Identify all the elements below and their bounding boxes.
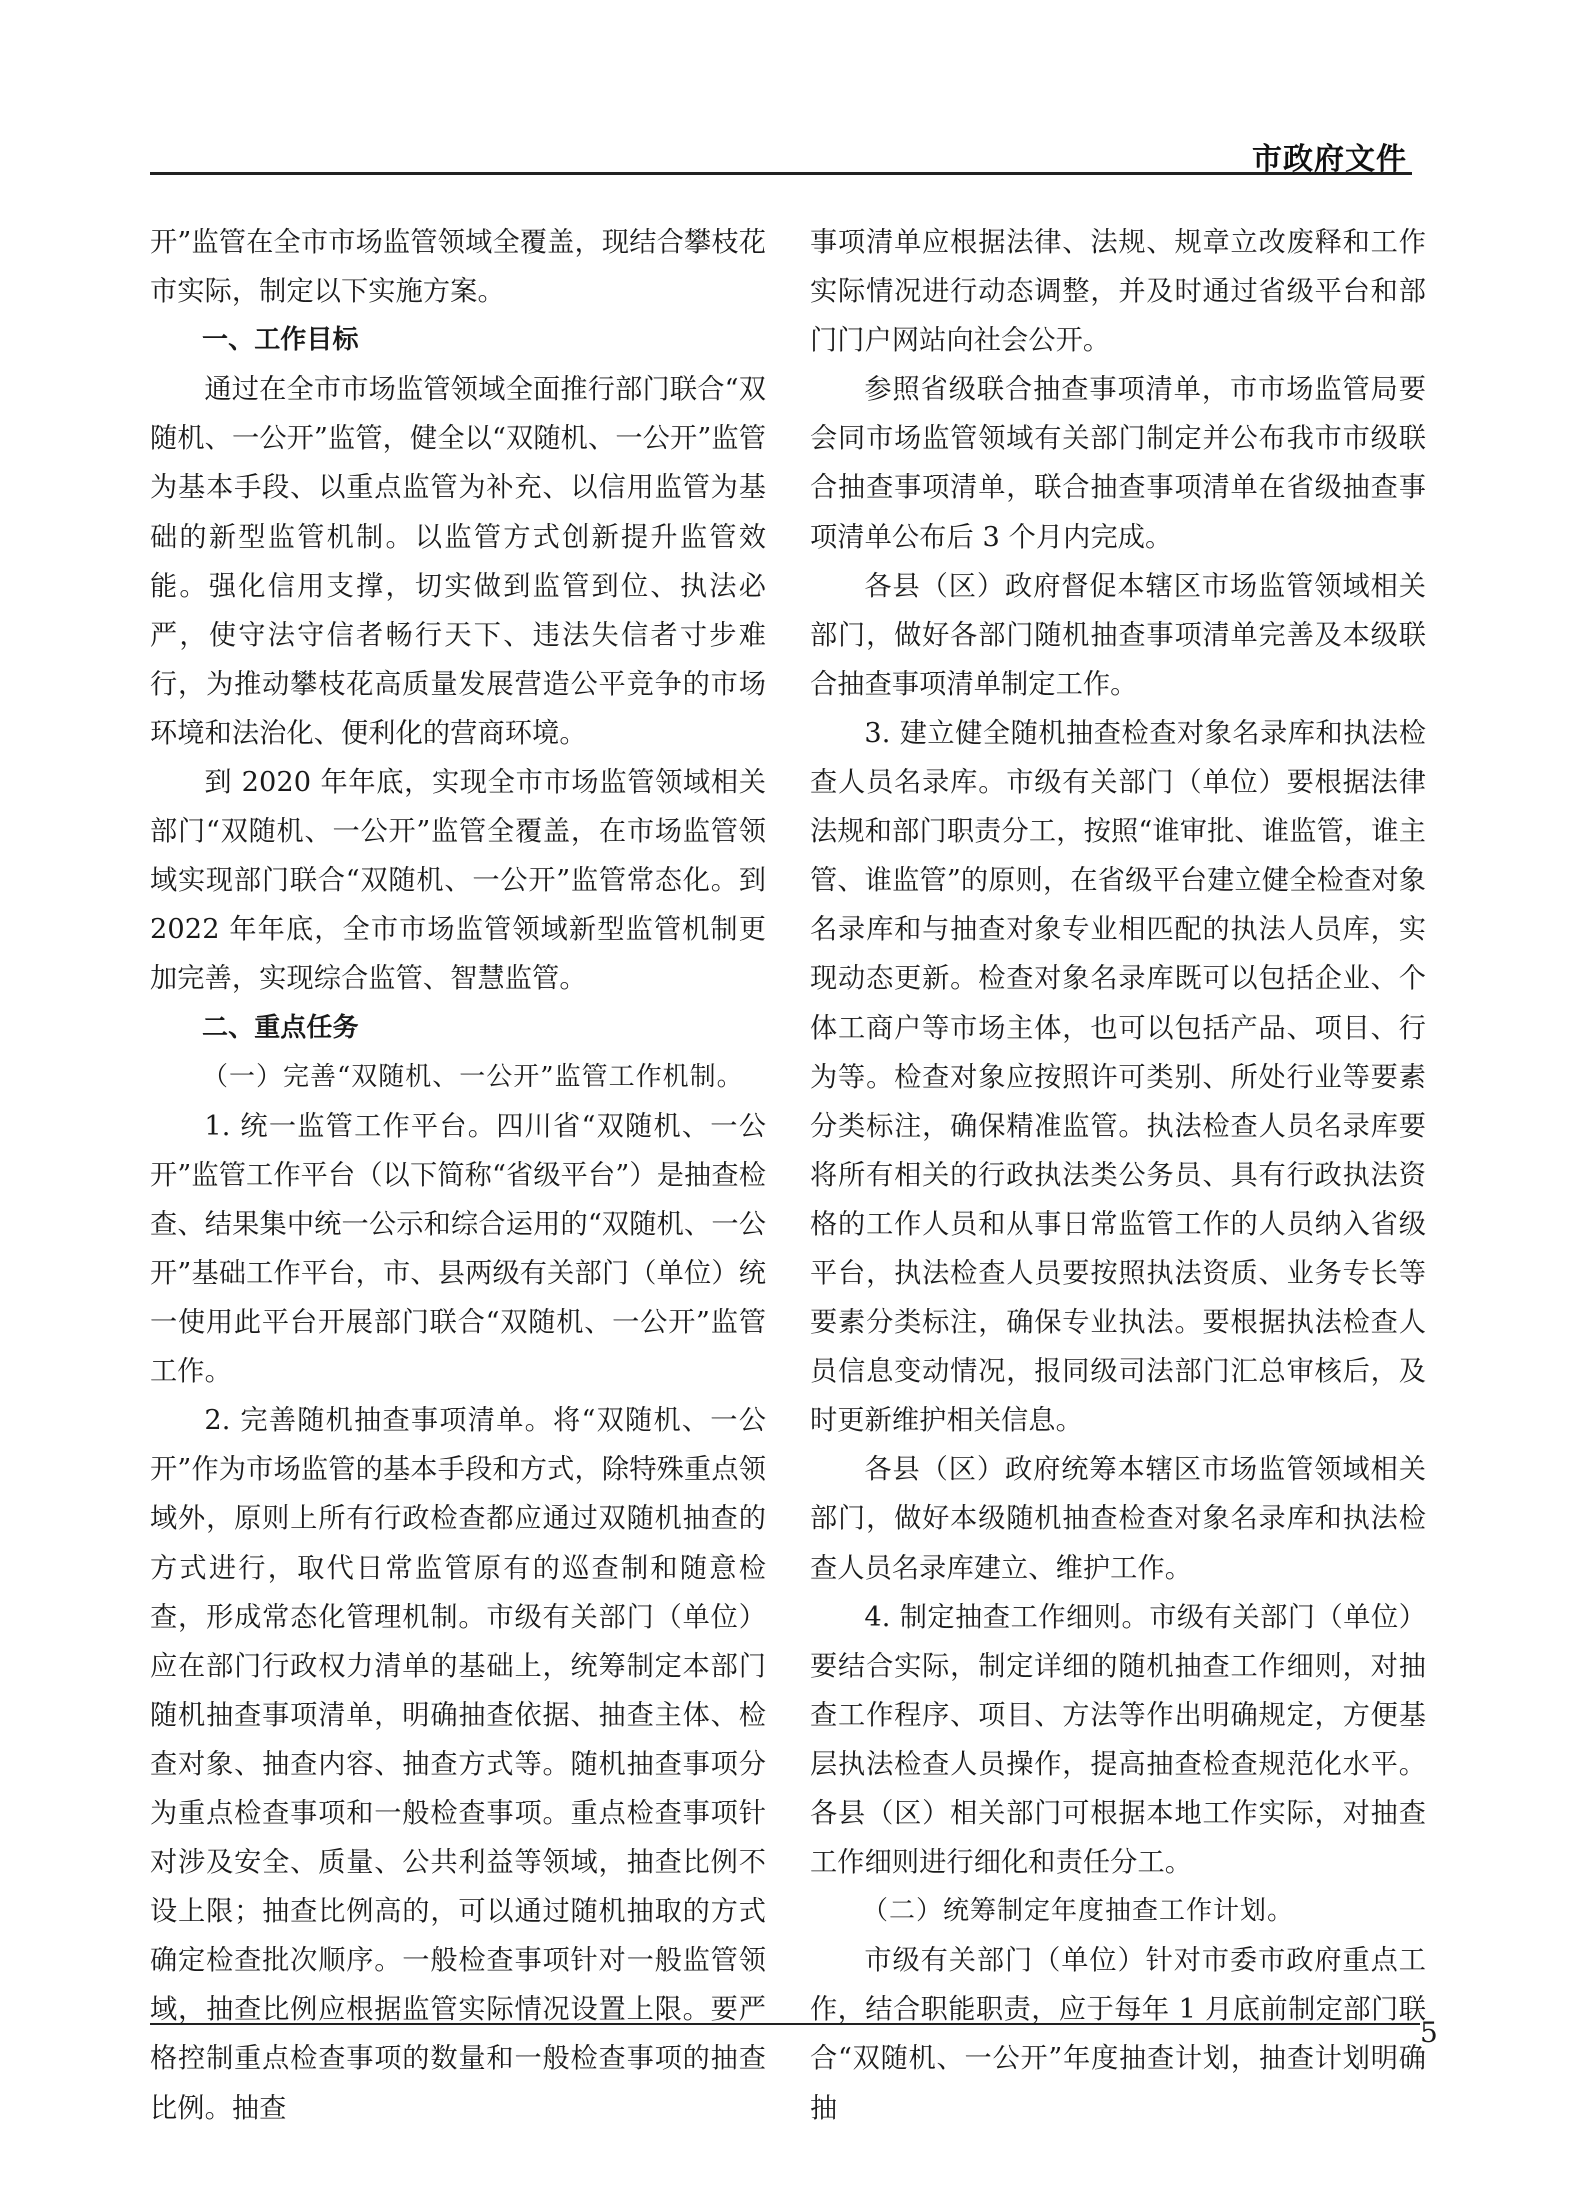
footer-rule	[150, 2023, 1420, 2025]
running-header-title: 市政府文件	[1252, 142, 1407, 177]
paragraph-item-4: 4. 制定抽查工作细则。市级有关部门（单位）要结合实际，制定详细的随机抽查工作细则，对抽查工作程序、项目、方法等作出明确规定，方便基层执法检查人员操作，提高抽查检查规范化水平。各县（区）相关部门可根据本地工作实际，对抽查工作细则进行细化和责任分工。	[810, 1601, 1426, 1879]
section-heading-goals: 一、工作目标	[202, 325, 359, 356]
page-number: 5	[1420, 2016, 1438, 2049]
paragraph-item-3: 3. 建立健全随机抽查检查对象名录库和执法检查人员名录库。市级有关部门（单位）要根据法律法规和部门职责分工，按照“谁审批、谁监管，谁主管、谁监管”的原则，在省级平台建立健全检查对象名录库和与抽查对象专业相匹配的执法人员库，实现动态更新。检查对象名录库既可以包括企业、个体工商户等市场主体，也可以包括产品、项目、行为等。检查对象应按照许可类别、所处行业等要素分类标注，确保精准监管。执法检查人员名录库要将所有相关的行政执法类公务员、具有行政执法资格的工作人员和从事日常监管工作的人员纳入省级平台，执法检查人员要按照执法资质、业务专长等要素分类标注，确保专业执法。要根据执法检查人员信息变动情况，报同级司法部门汇总审核后，及时更新维护相关信息。	[810, 717, 1426, 1437]
paragraph-county-database: 各县（区）政府统筹本辖区市场监管领域相关部门，做好本级随机抽查检查对象名录库和执法检查人员名录库建立、维护工作。	[810, 1454, 1426, 1584]
paragraph-continuation: 开”监管在全市市场监管领域全覆盖，现结合攀枝花市实际，制定以下实施方案。	[150, 227, 766, 308]
left-column	[150, 218, 766, 2133]
paragraph-item-1: 1. 统一监管工作平台。四川省“双随机、一公开”监管工作平台（以下简称“省级平台”）是抽查检查、结果集中统一公示和综合运用的“双随机、一公开”基础工作平台，市、县两级有关部门（单位）统一使用此平台开展部门联合“双随机、一公开”监管工作。	[150, 1110, 766, 1388]
paragraph-item-2: 2. 完善随机抽查事项清单。将“双随机、一公开”作为市场监管的基本手段和方式，除特殊重点领域外，原则上所有行政检查都应通过双随机抽查的方式进行，取代日常监管原有的巡查制和随意检查，形成常态化管理机制。市级有关部门（单位）应在部门行政权力清单的基础上，统筹制定本部门随机抽查事项清单，明确抽查依据、抽查主体、检查对象、抽查内容、抽查方式等。随机抽查事项分为重点检查事项和一般检查事项。重点检查事项针对涉及安全、质量、公共利益等领域，抽查比例不设上限；抽查比例高的，可以通过随机抽取的方式确定检查批次顺序。一般检查事项针对一般监管领域，抽查比例应根据监管实际情况设置上限。要严格控制重点检查事项的数量和一般检查事项的抽查比例。抽查	[150, 1405, 766, 2124]
paragraph-annual-plan: 市级有关部门（单位）针对市委市政府重点工作，结合职能职责，应于每年 1 月底前制定部门联合“双随机、一公开”年度抽查计划，抽查计划明确抽	[810, 1945, 1426, 2124]
section-heading-tasks: 二、重点任务	[202, 1012, 359, 1043]
header-rule	[150, 172, 1412, 175]
paragraph-joint-checklist: 参照省级联合抽查事项清单，市市场监管局要会同市场监管领域有关部门制定并公布我市市级联合抽查事项清单，联合抽查事项清单在省级抽查事项清单公布后 3 个月内完成。	[810, 374, 1426, 553]
paragraph-timeline: 到 2020 年年底，实现全市市场监管领域相关部门“双随机、一公开”监管全覆盖，在市场监管领域实现部门联合“双随机、一公开”监管常态化。到 2022 年年底，全市市场监管领域新型监管机制更加完善，实现综合监管、智慧监管。	[150, 767, 766, 995]
right-column	[810, 218, 1426, 2133]
subsection-heading-mechanism: （一）完善“双随机、一公开”监管工作机制。	[202, 1061, 744, 1092]
subsection-heading-annual-plan: （二）统筹制定年度抽查工作计划。	[862, 1896, 1295, 1927]
paragraph-goals: 通过在全市市场监管领域全面推行部门联合“双随机、一公开”监管，健全以“双随机、一公开”监管为基本手段、以重点监管为补充、以信用监管为基础的新型监管机制。以监管方式创新提升监管效能。强化信用支撑，切实做到监管到位、执法必严，使守法守信者畅行天下、违法失信者寸步难行，为推动攀枝花高质量发展营造公平竞争的市场环境和法治化、便利化的营商环境。	[150, 374, 766, 749]
paragraph-county-supervision: 各县（区）政府督促本辖区市场监管领域相关部门，做好各部门随机抽查事项清单完善及本级联合抽查事项清单制定工作。	[810, 570, 1426, 700]
paragraph-continuation: 事项清单应根据法律、法规、规章立改废释和工作实际情况进行动态调整，并及时通过省级平台和部门门户网站向社会公开。	[810, 227, 1426, 357]
